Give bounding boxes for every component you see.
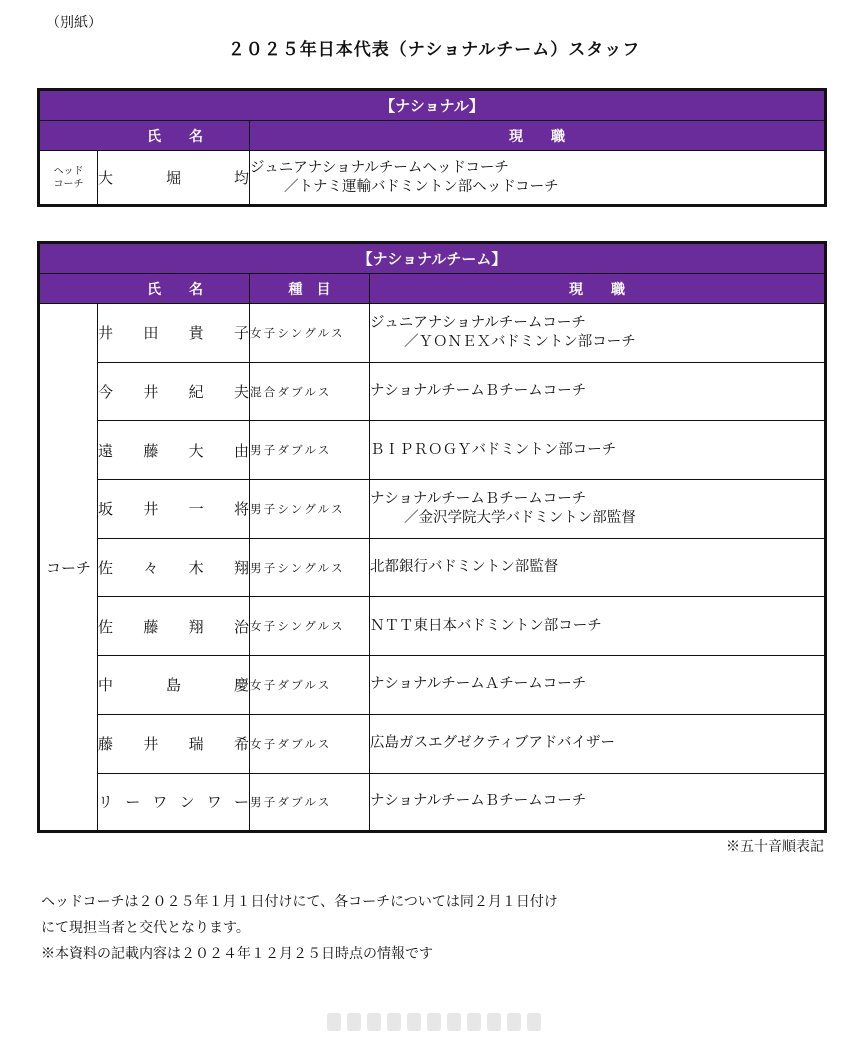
- coach-name: [98, 714, 250, 773]
- role-line2: コーチ: [53, 178, 84, 190]
- coach-row: [39, 421, 826, 480]
- name-char: 翔: [188, 617, 204, 636]
- coach-name: [98, 656, 250, 715]
- national-col-name: 氏 名: [39, 121, 250, 151]
- name-char: 々: [143, 559, 159, 578]
- name-char: 夫: [233, 383, 249, 402]
- national-section-label: 【ナショナル】: [39, 90, 826, 121]
- position-line1: ナショナルチームＡチームコーチ: [370, 676, 587, 693]
- name-char: 紀: [188, 383, 204, 402]
- team-column-header: [39, 274, 826, 304]
- position-line2: ／トナミ運輸バドミントン部ヘッドコーチ: [284, 178, 559, 195]
- coach-event: 男子シングルス: [250, 538, 370, 597]
- name-char: 堀: [165, 169, 181, 187]
- position-line2: ／ＹＯＮＥＸバドミントン部コーチ: [404, 333, 636, 350]
- national-section-header: [39, 90, 826, 121]
- name-char: 瑞: [188, 735, 204, 754]
- page-title: ２０２５年日本代表（ナショナルチーム）スタッフ: [227, 40, 641, 60]
- name-char: 中: [98, 676, 114, 695]
- coach-name: [98, 304, 250, 363]
- name-char: 遠: [98, 441, 114, 460]
- footer-line3: ※本資料の記載内容は２０２４年１２月２５日時点の情報です: [41, 946, 433, 962]
- order-note: ※五十音順表記: [726, 839, 824, 855]
- name-char: 希: [233, 735, 249, 754]
- name-char: リ: [98, 793, 114, 812]
- name-char: 翔: [233, 559, 249, 578]
- position-line1: ＮＴＴ東日本バドミントン部コーチ: [370, 617, 602, 634]
- team-col-name: 氏 名: [39, 274, 250, 304]
- coach-position: [370, 656, 826, 715]
- name-char: 一: [188, 500, 204, 519]
- coach-event: 男子ダブルス: [250, 421, 370, 480]
- coach-position: [370, 773, 826, 832]
- name-char: 貴: [188, 324, 204, 343]
- name-char: 大: [98, 169, 114, 187]
- national-column-header: [39, 121, 826, 151]
- name-char: 慶: [233, 676, 249, 695]
- coach-position: [370, 714, 826, 773]
- coach-position: [370, 421, 826, 480]
- coach-row: [39, 362, 826, 421]
- watermark-stamp: [327, 1010, 542, 1034]
- name-char: ー: [125, 793, 141, 812]
- name-char: 島: [165, 676, 181, 695]
- name-char: 藤: [143, 441, 159, 460]
- name-char: 佐: [98, 559, 114, 578]
- name-char: 藤: [143, 617, 159, 636]
- position-line1: ナショナルチームＢチームコーチ: [370, 793, 587, 810]
- coach-position: [370, 538, 826, 597]
- coach-event: 男子シングルス: [250, 480, 370, 539]
- head-coach-position: [250, 151, 826, 206]
- name-char: 子: [233, 324, 249, 343]
- name-char: ワ: [206, 793, 222, 812]
- coach-row: [39, 304, 826, 363]
- role-line1: ヘッド: [53, 165, 84, 177]
- name-char: 佐: [98, 617, 114, 636]
- team-section-label: 【ナショナルチーム】: [39, 243, 826, 274]
- coach-row: [39, 773, 826, 832]
- coach-name: [98, 362, 250, 421]
- coach-name: [98, 421, 250, 480]
- coach-row: [39, 538, 826, 597]
- name-chars: [98, 167, 249, 188]
- name-char: ワ: [152, 793, 168, 812]
- name-char: ン: [179, 793, 195, 812]
- coach-event: 女子ダブルス: [250, 656, 370, 715]
- position-line1: 広島ガスエグゼクティブアドバイザー: [370, 735, 616, 752]
- coach-event: 女子シングルス: [250, 597, 370, 656]
- annex-label: （別紙）: [46, 15, 102, 31]
- head-coach-name: [98, 151, 250, 206]
- name-char: 田: [143, 324, 159, 343]
- coach-row: [39, 714, 826, 773]
- role-coach: コーチ: [39, 304, 98, 832]
- name-char: 将: [233, 500, 249, 519]
- footer-line2: にて現担当者と交代となります。: [41, 920, 250, 936]
- position-line1: 北都銀行バドミントン部監督: [370, 559, 559, 576]
- name-char: 均: [233, 169, 249, 187]
- team-section-header: [39, 243, 826, 274]
- coach-name: [98, 597, 250, 656]
- name-char: ー: [233, 793, 249, 812]
- coach-row: [39, 656, 826, 715]
- name-char: 井: [143, 735, 159, 754]
- footer-notes: [41, 889, 558, 967]
- coach-row: [39, 597, 826, 656]
- coach-position: [370, 597, 826, 656]
- coach-row: [39, 480, 826, 539]
- team-col-position: 現 職: [370, 274, 826, 304]
- coach-position: [370, 480, 826, 539]
- coach-position: [370, 304, 826, 363]
- position-line1: ジュニアナショナルチームコーチ: [370, 314, 586, 331]
- position-line1: ジュニアナショナルチームヘッドコーチ: [250, 159, 509, 176]
- name-char: 坂: [98, 500, 114, 519]
- name-char: 由: [233, 441, 249, 460]
- name-char: 今: [98, 383, 114, 402]
- footer-line1: ヘッドコーチは２０２５年１月１日付けにて、各コーチについては同２月１日付け: [41, 894, 558, 910]
- name-char: 井: [143, 500, 159, 519]
- coach-name: [98, 773, 250, 832]
- name-char: 治: [233, 617, 249, 636]
- coach-event: 女子シングルス: [250, 304, 370, 363]
- position-line1: ナショナルチームＢチームコーチ: [370, 490, 587, 507]
- name-char: 藤: [98, 735, 114, 754]
- position-line1: ナショナルチームＢチームコーチ: [370, 383, 587, 400]
- coach-event: 男子ダブルス: [250, 773, 370, 832]
- name-char: 井: [143, 383, 159, 402]
- position-line2: ／金沢学院大学バドミントン部監督: [404, 509, 636, 526]
- coach-event: 女子ダブルス: [250, 714, 370, 773]
- national-table: [37, 88, 827, 207]
- name-char: 木: [188, 559, 204, 578]
- coach-position: [370, 362, 826, 421]
- coach-name: [98, 480, 250, 539]
- national-row: [39, 151, 826, 206]
- national-col-position: 現 職: [250, 121, 826, 151]
- team-col-event: 種 目: [250, 274, 370, 304]
- team-table: [37, 241, 827, 833]
- coach-event: 混合ダブルス: [250, 362, 370, 421]
- coach-name: [98, 538, 250, 597]
- name-char: 大: [188, 441, 204, 460]
- name-char: 井: [98, 324, 114, 343]
- position-line1: ＢＩＰＲＯＧＹバドミントン部コーチ: [370, 441, 617, 458]
- role-head-coach: [39, 151, 98, 206]
